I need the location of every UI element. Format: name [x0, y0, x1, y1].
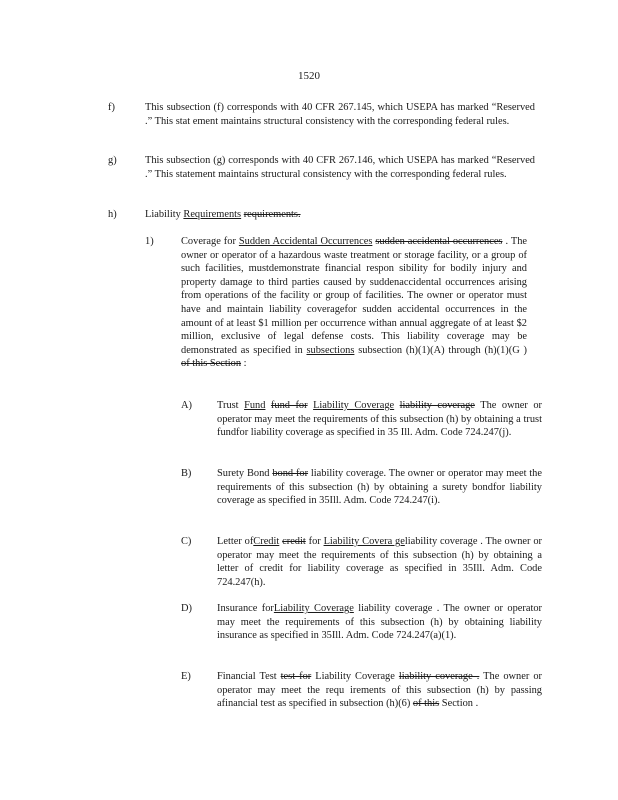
deleted-text: sudden accidental occurrences: [375, 236, 503, 247]
subsection-g-label: g): [108, 155, 117, 166]
deleted-text: bond for: [272, 468, 309, 479]
inserted-text: Credit: [253, 536, 280, 547]
subsection-h-heading: [145, 208, 535, 222]
item-a-text: [217, 399, 542, 440]
item-e-text: [217, 670, 542, 711]
text-run: Liability Coverage: [311, 671, 399, 682]
paragraph-1-text: [181, 235, 527, 371]
deleted-text: liability coverage .: [398, 671, 480, 682]
deleted-text: credit: [282, 536, 306, 547]
heading-text: Liability: [145, 209, 184, 220]
text-run: Letter of: [217, 536, 254, 547]
text-run: liability coverage . The owner or operator may meet the requirements of this subsection (h) by obtaining a letter of credit for liability coverage as specified in 35Ill. Adm. Code 724.247(h).: [217, 536, 542, 588]
text-run: . The owner or operator of a hazardous waste treatment or storage facility, or a group of such facilities, mustdemonstrate financial respon sibility for bodily injury and property damage to third parties caused by suddenaccidental occurrences arising from operations of the facility or group of facilities. The owner or operator must have and maintain liability coveragefor sudden accidental occurrences in the amount of at least $1 million per occurrence withan annual aggregate of at least $2 million, exclusive of legal defense costs. This liability coverage may be demonstrated as specified in: [181, 236, 528, 356]
deleted-text: requirements.: [243, 209, 301, 220]
deleted-text: of this: [412, 698, 440, 710]
item-b-label: B): [181, 468, 192, 479]
text-run: Trust: [217, 400, 245, 411]
text-run: Financial Test: [217, 671, 281, 682]
text-run: The owner or operator may meet the requ irements of this subsection (h) by passing afinancial test as specified in subsection (h)(6): [217, 671, 542, 710]
text-run: Insurance for: [217, 603, 274, 614]
subsection-f-label: f): [108, 102, 115, 113]
item-c-text: [217, 535, 542, 589]
inserted-text: Liability Coverage: [313, 400, 395, 411]
text-run: :: [241, 358, 247, 370]
item-e-label: E): [181, 671, 191, 682]
inserted-text: Sudden Accidental Occurrences: [238, 236, 373, 247]
item-c-label: C): [181, 536, 192, 547]
item-d-label: D): [181, 603, 192, 614]
text-run: Section .: [439, 698, 479, 710]
inserted-text: Requirements: [183, 209, 242, 220]
deleted-text: liability coverage: [399, 400, 475, 411]
text-run: liability coverage . The owner or operator may meet the requirements of this subsection (h) by obtaining liability insurance as specified in 35Ill. Adm. Code 724.247(a)(1).: [217, 603, 542, 642]
inserted-text: subsections: [306, 344, 355, 356]
inserted-text: Liability Covera ge: [323, 536, 405, 547]
item-b-text: [217, 467, 542, 508]
text-run: The owner or operator may meet the requirements of this subsection (h) by obtaining a trust fundfor liability coverage as specified in 35 Ill. Adm. Code 724.247(j).: [217, 400, 542, 439]
subsection-f-text: This subsection (f) corresponds with 40 CFR 267.145, which USEPA has marked “Reserved .” This stat ement maintains structural consistency with the corresponding federal rules.: [145, 102, 535, 127]
text-run: Surety Bond: [217, 468, 273, 479]
text-run: Coverage for: [181, 236, 239, 247]
text-run: liability coverage. The owner or operator may meet the requirements of this subsection (h) by obtaining a surety bondfor liability coverage as specified in 35Ill. Adm. Code 724.247(i).: [217, 468, 542, 507]
deleted-text: test for: [280, 671, 312, 682]
deleted-text: fund for: [270, 400, 308, 411]
text-run: for: [305, 536, 324, 547]
item-a-label: A): [181, 400, 192, 411]
inserted-text: Fund: [244, 400, 266, 411]
text-run: subsection (h)(1)(A) through (h)(1)(G ): [354, 344, 527, 356]
inserted-text: Liability Coverage: [273, 603, 354, 614]
page-number: 1520: [298, 70, 320, 82]
subsection-g-text: This subsection (g) corresponds with 40 CFR 267.146, which USEPA has marked “Reserved .” This statement maintains structural consistency with the corresponding federal rules.: [145, 155, 535, 180]
paragraph-1-label: 1): [145, 236, 154, 247]
deleted-text: of this Section: [181, 358, 242, 370]
subsection-h-label: h): [108, 209, 117, 220]
item-d-text: [217, 602, 542, 643]
